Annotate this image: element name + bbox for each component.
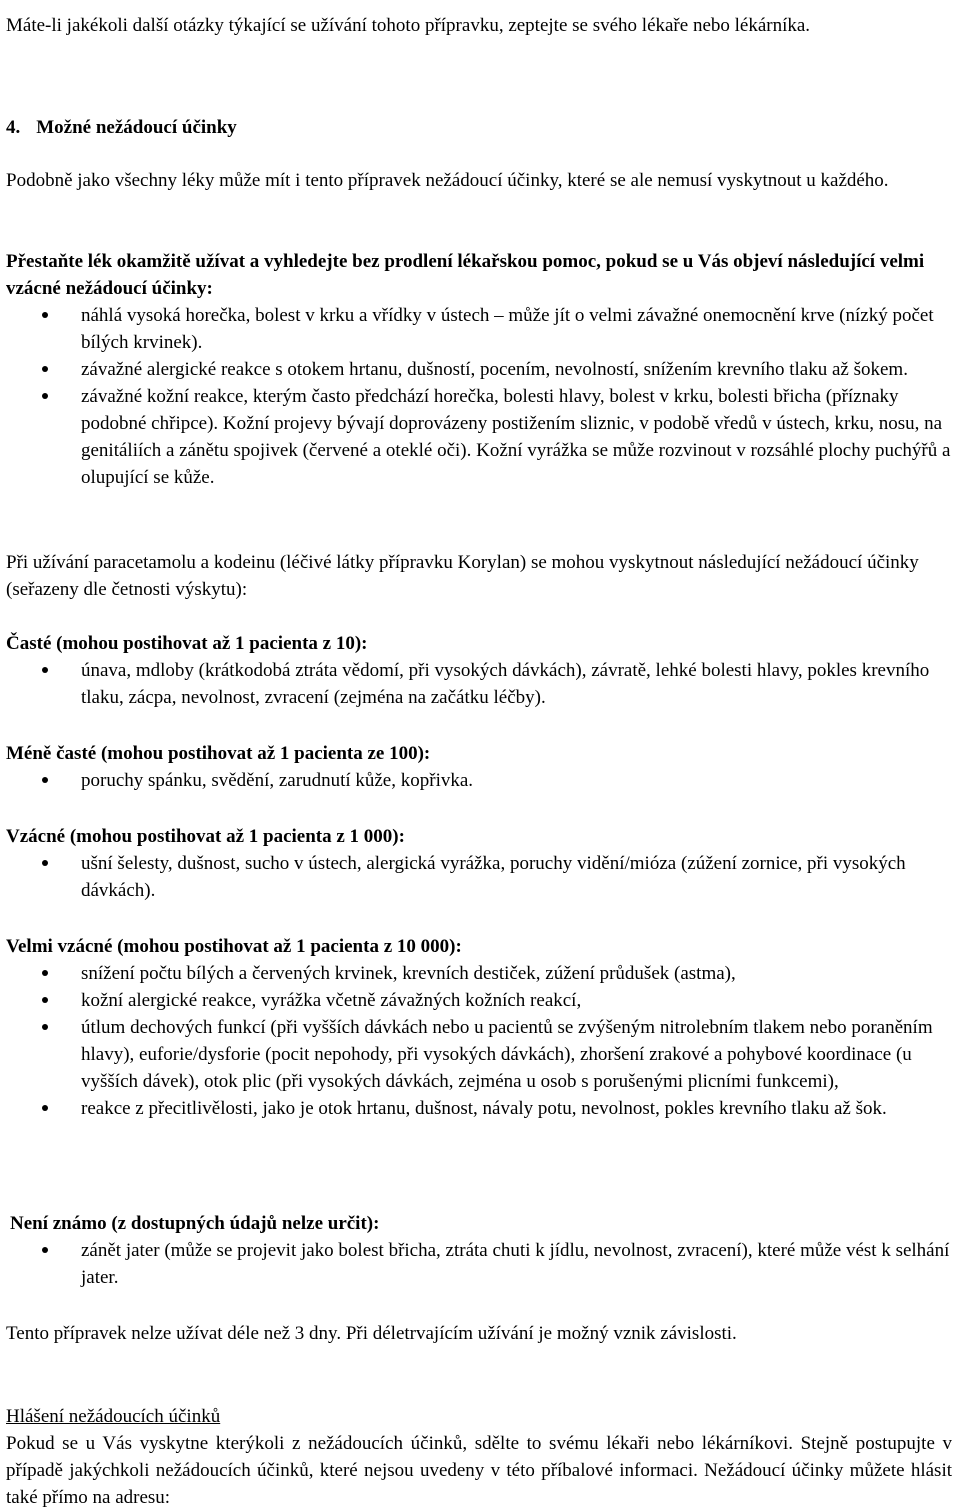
- frequency-list: [6, 767, 952, 794]
- frequency-uncommon: [6, 740, 952, 794]
- frequency-list: [6, 1237, 952, 1291]
- frequency-list: [6, 657, 952, 711]
- urgent-block: [6, 248, 952, 491]
- section-heading: [6, 114, 952, 141]
- frequency-very-rare: [6, 933, 952, 1122]
- paracetamol-intro: Při užívání paracetamolu a kodeinu (léčivé látky přípravku Korylan) se mohou vyskytnout následující nežádoucí účinky (seřazeny dle četnosti výskytu):: [6, 552, 919, 600]
- list-item: kožní alergické reakce, vyrážka včetně závažných kožních reakcí,: [6, 987, 952, 1014]
- frequency-heading: Není známo (z dostupných údajů nelze určit):: [10, 1213, 380, 1234]
- reporting-block: [6, 1403, 952, 1511]
- list-item: ušní šelesty, dušnost, sucho v ústech, alergická vyrážka, poruchy vidění/mióza (zúžení zornice, při vysokých dávkách).: [6, 850, 952, 904]
- list-item: útlum dechových funkcí (při vyšších dávkách nebo u pacientů se zvýšeným nitrolebním tlakem nebo poraněním hlavy), euforie/dysforie (pocit nepohody, při vysokých dávkách), zhoršení zrakové a pohybové koordinace (u vyšších dávek), otok plic (při vysokých dávkách, zejména u osob s porušenými plicními funkcemi),: [6, 1014, 952, 1095]
- frequency-heading: Velmi vzácné (mohou postihovat až 1 pacienta z 10 000):: [6, 936, 462, 957]
- frequency-list: [6, 850, 952, 904]
- list-item: závažné kožní reakce, kterým často předchází horečka, bolesti hlavy, bolest v krku, bolesti břicha (příznaky podobné chřipce). Kožní projevy bývají doprovázeny postižením sliznic, v podobě vředů v ústech, krku, nosu, na genitáliích a zánětu spojivek (červené a oteklé oči). Kožní vyrážka se může rozvinout v rozsáhlé plochy puchýřů a olupující se kůže.: [6, 383, 952, 491]
- frequency-heading: Časté (mohou postihovat až 1 pacienta z 10):: [6, 633, 368, 654]
- urgent-list: [6, 302, 952, 491]
- list-item: poruchy spánku, svědění, zarudnutí kůže, kopřivka.: [6, 767, 952, 794]
- limit-note: Tento přípravek nelze užívat déle než 3 dny. Při déletrvajícím užívání je možný vznik závislosti.: [6, 1323, 737, 1344]
- section-number: 4.: [6, 117, 21, 138]
- list-item: reakce z přecitlivělosti, jako je otok hrtanu, dušnost, návaly potu, nevolnost, pokles krevního tlaku až šok.: [6, 1095, 952, 1122]
- frequency-common: [6, 630, 952, 711]
- reporting-text: Pokud se u Vás vyskytne kterýkoli z nežádoucích účinků, sdělte to svému lékaři nebo lékárníkovi. Stejně postupujte v případě jakýchkoli nežádoucích účinků, které nejsou uvedeny v této příbalové informaci. Nežádoucí účinky můžete hlásit také přímo na adresu:: [6, 1433, 952, 1508]
- frequency-list: [6, 960, 952, 1122]
- section-title: Možné nežádoucí účinky: [36, 117, 237, 138]
- frequency-heading: Méně časté (mohou postihovat až 1 pacienta ze 100):: [6, 743, 431, 764]
- frequency-unknown: [10, 1210, 952, 1291]
- list-item: náhlá vysoká horečka, bolest v krku a vřídky v ústech – může jít o velmi závažné onemocnění krve (nízký počet bílých krvinek).: [6, 302, 952, 356]
- general-paragraph: Podobně jako všechny léky může mít i tento přípravek nežádoucí účinky, které se ale nemusí vyskytnout u každého.: [6, 170, 889, 191]
- list-item: zánět jater (může se projevit jako bolest břicha, ztráta chuti k jídlu, nevolnost, zvracení), které může vést k selhání jater.: [6, 1237, 952, 1291]
- list-item: únava, mdloby (krátkodobá ztráta vědomí, při vysokých dávkách), závratě, lehké bolesti hlavy, pokles krevního tlaku, zácpa, nevolnost, zvracení (zejména na začátku léčby).: [6, 657, 952, 711]
- frequency-rare: [6, 823, 952, 904]
- list-item: snížení počtu bílých a červených krvinek, krevních destiček, zúžení průdušek (astma),: [6, 960, 952, 987]
- reporting-heading: Hlášení nežádoucích účinků: [6, 1406, 221, 1427]
- frequency-heading: Vzácné (mohou postihovat až 1 pacienta z 1 000):: [6, 826, 405, 847]
- urgent-heading: Přestaňte lék okamžitě užívat a vyhledejte bez prodlení lékařskou pomoc, pokud se u Vás objeví následující velmi vzácné nežádoucí účinky:: [6, 251, 925, 299]
- intro-paragraph: Máte-li jakékoli další otázky týkající se užívání tohoto přípravku, zeptejte se svého lékaře nebo lékárníka.: [6, 15, 811, 36]
- list-item: závažné alergické reakce s otokem hrtanu, dušností, pocením, nevolností, snížením krevního tlaku až šokem.: [6, 356, 952, 383]
